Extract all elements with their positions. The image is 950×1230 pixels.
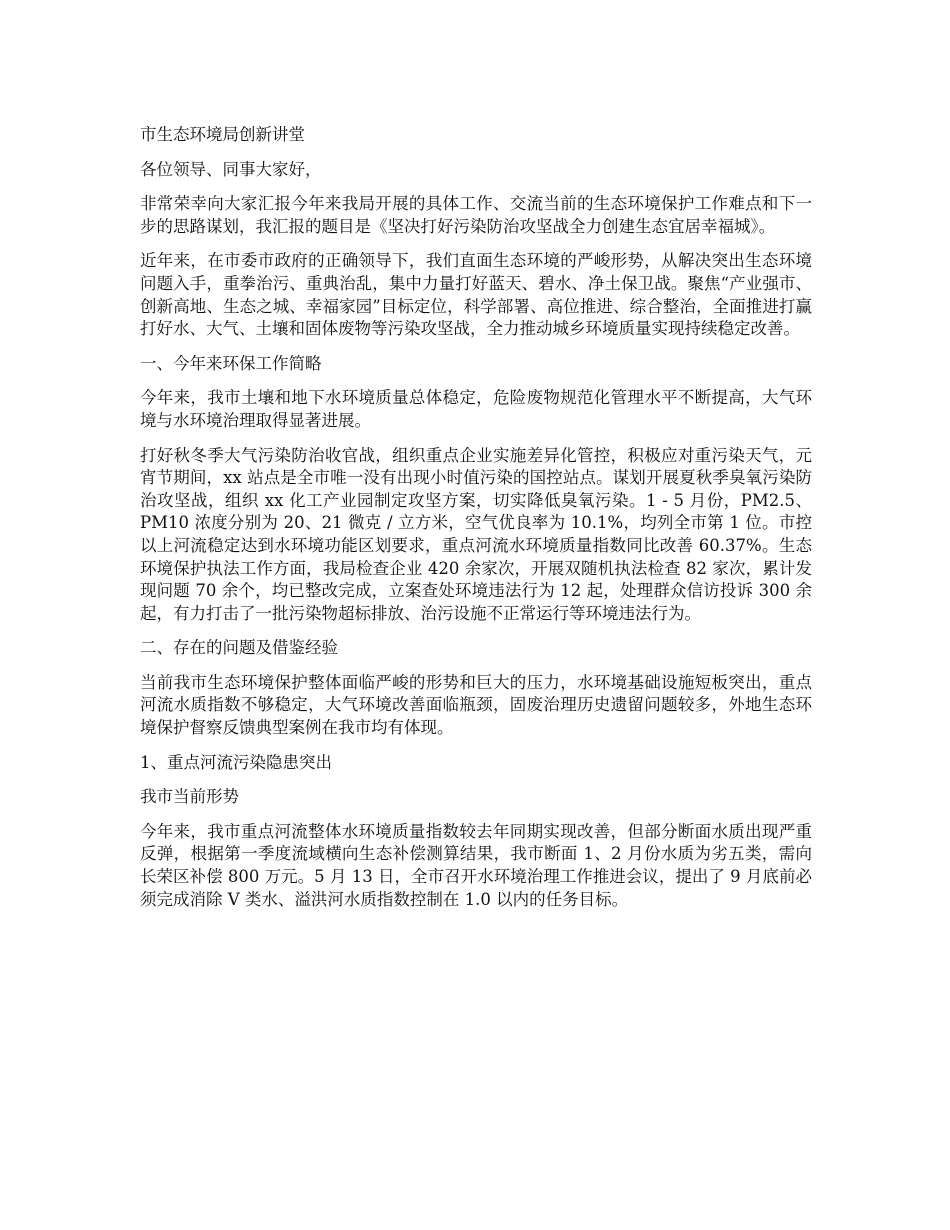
paragraph-river-situation: 今年来，我市重点河流整体水环境质量指数较去年同期实现改善，但部分断面水质出现严重反弹，根据第一季度流域横向生态补偿测算结果，我市断面 1、2 月份水质为劣五类，需向长荣区补偿 800 万元。5 月 13 日，全市召开水环境治理工作推进会议，提出了 9 月底前必须完成消除 V 类水、溢洪河水质指数控制在 1.0 以内的任务目标。	[140, 821, 812, 909]
paragraph-air-water: 打好秋冬季大气污染防治收官战，组织重点企业实施差异化管控，积极应对重污染天气，元宵节期间，xx 站点是全市唯一没有出现小时值污染的国控站点。谋划开展夏秋季臭氧污染防治攻坚战，组织 xx 化工产业园制定攻坚方案，切实降低臭氧污染。1 - 5 月份，PM2.5、PM10 浓度分别为 20、21 微克 / 立方米，空气优良率为 10.1%，均列全市第 1 位。市控以上河流稳定达到水环境功能区划要求，重点河流水环境质量指数同比改善 60.37%。生态环境保护执法工作方面，我局检查企业 420 余家次，开展双随机执法检查 82 家次，累计发现问题 70 余个，均已整改完成，立案查处环境违法行为 12 起，处理群众信访投诉 300 余起，有力打击了一批污染物超标排放、治污设施不正常运行等环境违法行为。	[140, 445, 812, 623]
paragraph-intro: 非常荣幸向大家汇报今年来我局开展的具体工作、交流当前的生态环境保护工作难点和下一步的思路谋划，我汇报的题目是《坚决打好污染防治攻坚战全力创建生态宜居幸福城》。	[140, 194, 812, 236]
document-title: 市生态环境局创新讲堂	[140, 125, 305, 144]
section-heading-2: 二、存在的问题及借鉴经验	[140, 638, 338, 658]
paragraph-overview: 今年来，我市土壤和地下水环境质量总体稳定，危险废物规范化管理水平不断提高，大气环境与水环境治理取得显著进展。	[140, 388, 812, 430]
paragraph-background: 近年来，在市委市政府的正确领导下，我们直面生态环境的严峻形势，从解决突出生态环境问题入手，重拳治污、重典治乱，集中力量打好蓝天、碧水、净土保卫战。聚焦“产业强市、创新高地、生态之城、幸福家园”目标定位，科学部署、高位推进、综合整治，全面推进打赢打好水、大气、土壤和固体废物等污染攻坚战，全力推动城乡环境质量实现持续稳定改善。	[140, 251, 812, 339]
paragraph-problems: 当前我市生态环境保护整体面临严峻的形势和巨大的压力，水环境基础设施短板突出，重点河流水质指数不够稳定，大气环境改善面临瓶颈，固废治理历史遗留问题较多，外地生态环境保护督察反馈典型案例在我市均有体现。	[140, 672, 812, 738]
greeting: 各位领导、同事大家好，	[140, 159, 322, 179]
section-heading-1: 一、今年来环保工作简略	[140, 353, 322, 373]
subsection-heading-1: 1、重点河流污染隐患突出	[140, 752, 332, 772]
document-page	[140, 124, 812, 923]
subsection-heading-situation: 我市当前形势	[140, 787, 239, 807]
